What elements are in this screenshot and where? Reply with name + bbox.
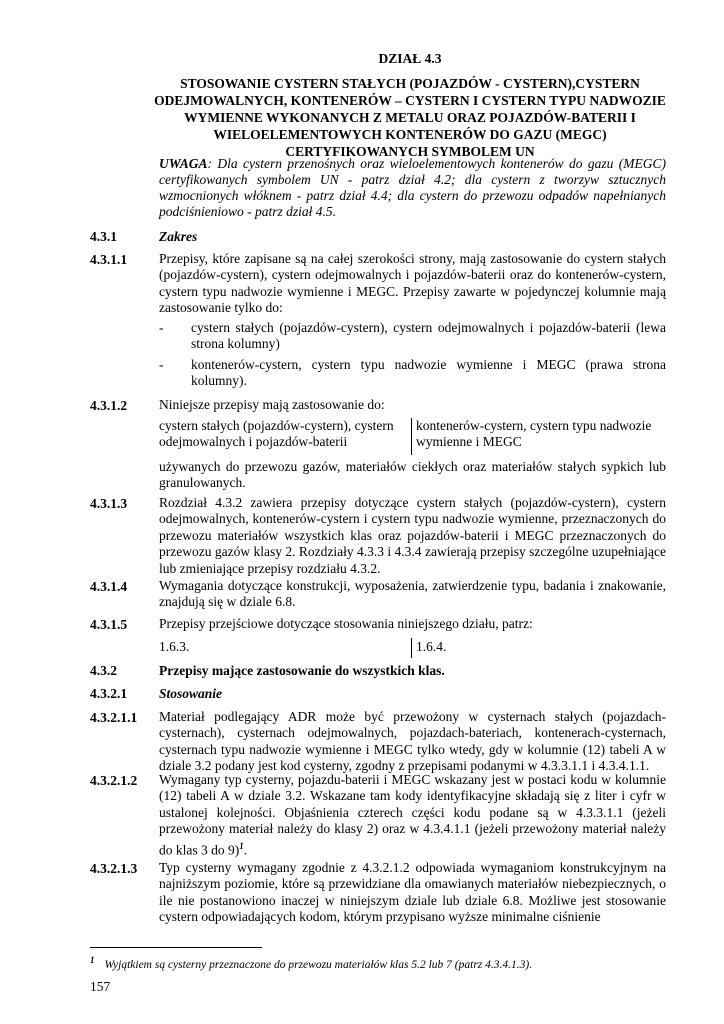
paragraph-text: Wymagany typ cysterny, pojazdu-baterii i MEGC wskazany jest w postaci kodu w kolumnie (12) tabeli A w dziale 3.2. Wskazane tam kody identyfikacyjne składają się z liter i cyfr w ustalonej kolejności. Objaśnienia czterech części kodu podane są w 4.3.3.1.1 (jeżeli przewożony materiał należy do klasy 2) oraz w 4.3.4.1.1 (jeżeli przewożony materiał należy do klas 3 do 9)	[159, 772, 666, 858]
section-number: 4.3.2.1	[90, 686, 128, 701]
section-number: 4.3.1.3	[90, 496, 128, 511]
section-number: 4.3.2.1.3	[90, 861, 138, 876]
paragraph: Przepisy przejściowe dotyczące stosowania niniejszego działu, patrz:	[159, 616, 533, 631]
footnote-text: Wyjątkiem są cysterny przeznaczone do przewozu materiałów klas 5.2 lub 7 (patrz 4.3.4.1.3).	[104, 958, 533, 971]
section-label: DZIAŁ 4.3	[378, 51, 442, 66]
section-number: 4.3.2.1.1	[90, 710, 138, 725]
paragraph: używanych do przewozu gazów, materiałów ciekłych oraz materiałów stałych sypkich lub granulowanych.	[159, 459, 666, 491]
page-number: 157	[90, 979, 111, 994]
column-divider	[411, 638, 412, 658]
note-block	[159, 156, 666, 220]
section-number: 4.3.1.1	[90, 252, 128, 267]
section-heading: Zakres	[159, 229, 198, 244]
footnote	[90, 953, 532, 972]
section-number: 4.3.1.4	[90, 579, 128, 594]
paragraph: Przepisy, które zapisane są na całej szerokości strony, mają zastosowanie do cystern stałych (pojazdów-cystern), cystern odejmowalnych i pojazdów-baterii oraz do kontenerów-cystern, cystern typu nadwozie wymienne i MEGC. Przepisy zawarte w pojedynczej kolumnie mają zastosowanie tylko do:	[159, 251, 666, 316]
paragraph: Niniejsze przepisy mają zastosowanie do:	[159, 397, 385, 412]
section-number: 4.3.1.2	[90, 398, 128, 413]
column-divider	[411, 418, 412, 455]
note-label: UWAGA	[159, 156, 208, 171]
section-number: 4.3.2	[90, 663, 117, 678]
bullet-dash: -	[159, 357, 164, 372]
section-heading: Stosowanie	[159, 686, 223, 701]
right-reference: 1.6.4.	[416, 639, 447, 654]
bullet-dash: -	[159, 320, 164, 335]
right-column-text: kontenerów-cystern, cystern typu nadwozie wymienne i MEGC	[416, 418, 652, 450]
footnote-mark: 1	[90, 955, 95, 965]
left-column-text: cystern stałych (pojazdów-cystern), cystern odejmowalnych i pojazdów-baterii	[159, 418, 394, 450]
section-number: 4.3.2.1.2	[90, 773, 138, 788]
paragraph: Typ cysterny wymagany zgodnie z 4.3.2.1.2 odpowiada wymaganiom konstrukcyjnym na najniższym poziomie, które są przewidziane dla omawianych materiałów niebezpiecznych, o ile nie postanowiono inaczej w niniejszym dziale lub dziale 6.8. Możliwe jest stosowanie cystern odpowiadających kodom, którym przypisano wyższe minimalne ciśnienie	[159, 860, 666, 925]
footnote-separator	[90, 947, 262, 948]
paragraph: Materiał podlegający ADR może być przewożony w cysternach stałych (pojazdach-cysternach), cysternach odejmowalnych, pojazdach-bateriach, kontenerach-cysternach, cysternach typu nadwozie wymienne i MEGC tylko wtedy, gdy w kolumnie (12) tabeli A w dziale 3.2 podany jest kod cysterny, zgodny z przepisami podanymi w 4.3.3.1.1 i 4.3.4.1.1.	[159, 709, 666, 774]
section-number: 4.3.1.5	[90, 617, 128, 632]
section-heading: Przepisy mające zastosowanie do wszystkich klas.	[159, 663, 445, 678]
footnote-reference[interactable]: 1	[239, 840, 244, 851]
bullet-item: kontenerów-cystern, cystern typu nadwozie wymienne i MEGC (prawa strona kolumny).	[191, 357, 666, 389]
note-text: : Dla cystern przenośnych oraz wieloelementowych kontenerów do gazu (MEGC) certyfikowanych symbolem UN - patrz dział 4.2; dla cystern z tworzyw sztucznych wzmocnionych włóknem - patrz dział 4.4; dla cystern do przewozu odpadów napełnianych podciśnieniowo - patrz dział 4.5.	[159, 156, 666, 219]
paragraph: Wymagania dotyczące konstrukcji, wyposażenia, zatwierdzenie typu, badania i znakowanie, znajdują się w dziale 6.8.	[159, 578, 666, 610]
left-reference: 1.6.3.	[159, 639, 190, 654]
paragraph: Rozdział 4.3.2 zawiera przepisy dotyczące cystern stałych (pojazdów-cystern), cystern odejmowalnych, kontenerów-cystern i cystern typu nadwozie wymienne, przeznaczonych do przewozu materiałów wszystkich klas oraz pojazdów-baterii i MEGC przeznaczonych do przewozu gazów klasy 2. Rozdziały 4.3.3 i 4.3.4 zawierają przepisy szczególne uzupełniające lub zmieniające przepisy rozdziału 4.3.2.	[159, 495, 666, 576]
paragraph-end: .	[243, 842, 248, 858]
section-title: STOSOWANIE CYSTERN STAŁYCH (POJAZDÓW - CYSTERN),CYSTERN ODEJMOWALNYCH, KONTENERÓW – CYSTERN I CYSTERN TYPU NADWOZIE WYMIENNE WYKONANYCH Z METALU ORAZ POJAZDÓW-BATERII I WIELOELEMENTOWYCH KONTENERÓW DO GAZU (MEGC) CERTYFIKOWANYCH SYMBOLEM UN	[154, 76, 666, 159]
bullet-item: cystern stałych (pojazdów-cystern), cystern odejmowalnych i pojazdów-baterii (lewa strona kolumny)	[191, 320, 666, 352]
paragraph	[159, 772, 666, 859]
section-number: 4.3.1	[90, 229, 117, 244]
